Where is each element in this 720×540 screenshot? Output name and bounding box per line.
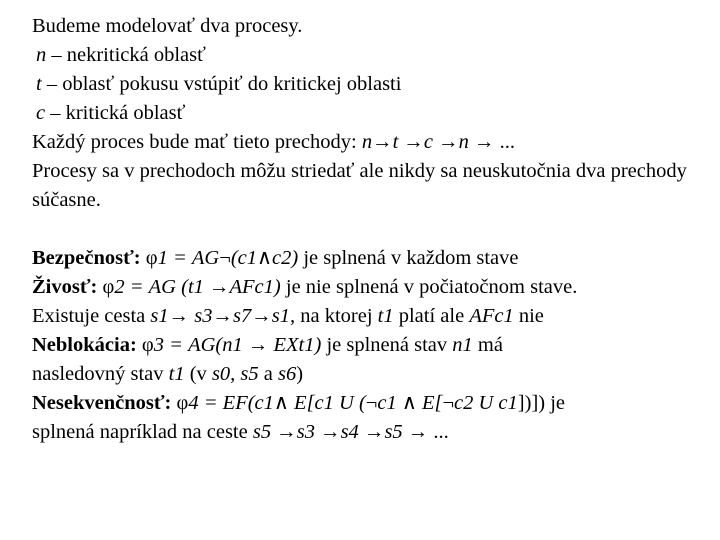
path-t1: t1 [377,305,394,327]
arrow-icon: → [168,305,190,327]
ns-formula-3: c1 [377,392,402,414]
ns2-ellipsis: ... [428,421,449,443]
nonblocking-formula-2: EXt1) [268,334,322,356]
trans-c: c [423,131,439,153]
nonblocking-desc-2: má [472,334,503,356]
state-n-desc: – nekritická oblasť [46,44,206,66]
arrow-icon: → [212,305,233,327]
property-nonblocking [32,331,708,360]
nb2-text-2: (v [184,363,212,385]
and-symbol: ∧ [273,392,289,414]
nb2-s0-s5: s0, s5 [211,363,259,385]
arrow-icon: → [276,421,297,443]
path-text-4: nie [513,305,544,327]
nonsequential-label: Nesekvenčnosť: [32,392,172,414]
not-symbol: ¬ [442,392,455,414]
safety-formula-2: (c1 [230,247,257,269]
property-liveness [32,273,708,302]
liveness-desc: je nie splnená v počiatočnom stave. [280,276,578,298]
liveness-label: Živosť: [32,276,98,298]
phi-symbol: φ [140,247,158,269]
nb2-text-1: nasledovný stav [32,363,169,385]
state-t: t [36,73,42,95]
phi-symbol: φ [97,276,115,298]
ns-formula-2: E[c1 U ( [288,392,366,414]
phi-symbol: φ [136,334,154,356]
ns2-s4: s4 [340,421,364,443]
state-c-desc: – kritická oblasť [45,102,186,124]
nb2-text-4: ) [296,363,304,385]
path-s1: s1 [150,305,169,327]
arrow-icon: → [474,131,495,153]
counterexample-path [32,302,708,331]
intro-line-n [32,41,708,70]
ns2-s5: s5 [252,421,277,443]
ns2-s5-repeat: s5 [384,421,408,443]
arrow-icon: → [247,334,269,356]
transitions-text: Každý proces bude mať tieto prechody: [32,131,362,153]
nonblocking-desc-1: je splnená stav [321,334,453,356]
arrow-icon: → [251,305,272,327]
ns-formula-1: 4 = EF(c1 [188,392,274,414]
path-s3: s3 [189,305,213,327]
nonsequential-continuation [32,418,708,447]
arrow-icon: → [438,131,459,153]
and-symbol: ∧ [401,392,417,414]
liveness-formula-1: 2 = AG (t1 [114,276,210,298]
safety-desc: je splnená v každom stave [298,247,519,269]
path-s7: s7 [233,305,252,327]
path-text-3: platí ale [393,305,470,327]
intro-line-c [32,99,708,128]
path-text: Existuje cesta [32,305,151,327]
ns2-s3: s3 [296,421,321,443]
ns-formula-6: ])]) [517,392,546,414]
and-symbol: ∧ [257,247,273,269]
liveness-formula-2: AFc1) [229,276,281,298]
ns-formula-5: c2 U c1 [454,392,518,414]
trans-n: n [361,131,373,153]
nonblocking-n1: n1 [452,334,473,356]
intro-line-interleaving: Procesy sa v prechodoch môžu striedať ale nikdy sa neuskutočnia dva prechody súčasne. [32,160,687,211]
safety-formula-1: 1 = AG [157,247,220,269]
nb2-t1: t1 [168,363,185,385]
intro-block [32,12,708,215]
property-nonsequential [32,389,708,418]
trans-t: t [392,131,404,153]
properties-block [32,244,708,447]
state-n: n [36,44,47,66]
arrow-icon: → [363,421,385,443]
ns2-text: splnená napríklad na ceste [32,421,253,443]
ns-formula-4: E[ [416,392,443,414]
safety-label: Bezpečnosť: [32,247,141,269]
path-text-2: na ktorej [295,305,378,327]
arrow-icon: → [407,421,429,443]
phi-symbol: φ [171,392,189,414]
property-safety [32,244,708,273]
trans-ellipsis: ... [494,131,515,153]
not-symbol: ¬ [365,392,378,414]
intro-line-transitions [32,128,708,157]
arrow-icon: → [209,276,230,298]
arrow-icon: → [372,131,393,153]
trans-n2: n [458,131,474,153]
intro-line-t [32,70,708,99]
nb2-text-3: a [258,363,279,385]
path-s1-repeat: s1, [271,305,296,327]
arrow-icon: → [403,131,424,153]
state-c: c [36,102,46,124]
nb2-s6: s6 [278,363,297,385]
arrow-icon: → [320,421,341,443]
not-symbol: ¬ [219,247,231,269]
nonblocking-formula-1: 3 = AG(n1 [153,334,248,356]
intro-line-title: Budeme modelovať dva procesy. [32,15,303,37]
nonblocking-continuation [32,360,708,389]
path-afc1: AFc1 [469,305,514,327]
state-t-desc: – oblasť pokusu vstúpiť do kritickej oblasti [41,73,402,95]
safety-formula-3: c2) [272,247,299,269]
nonblocking-label: Neblokácia: [32,334,137,356]
ns-desc: je [545,392,566,414]
